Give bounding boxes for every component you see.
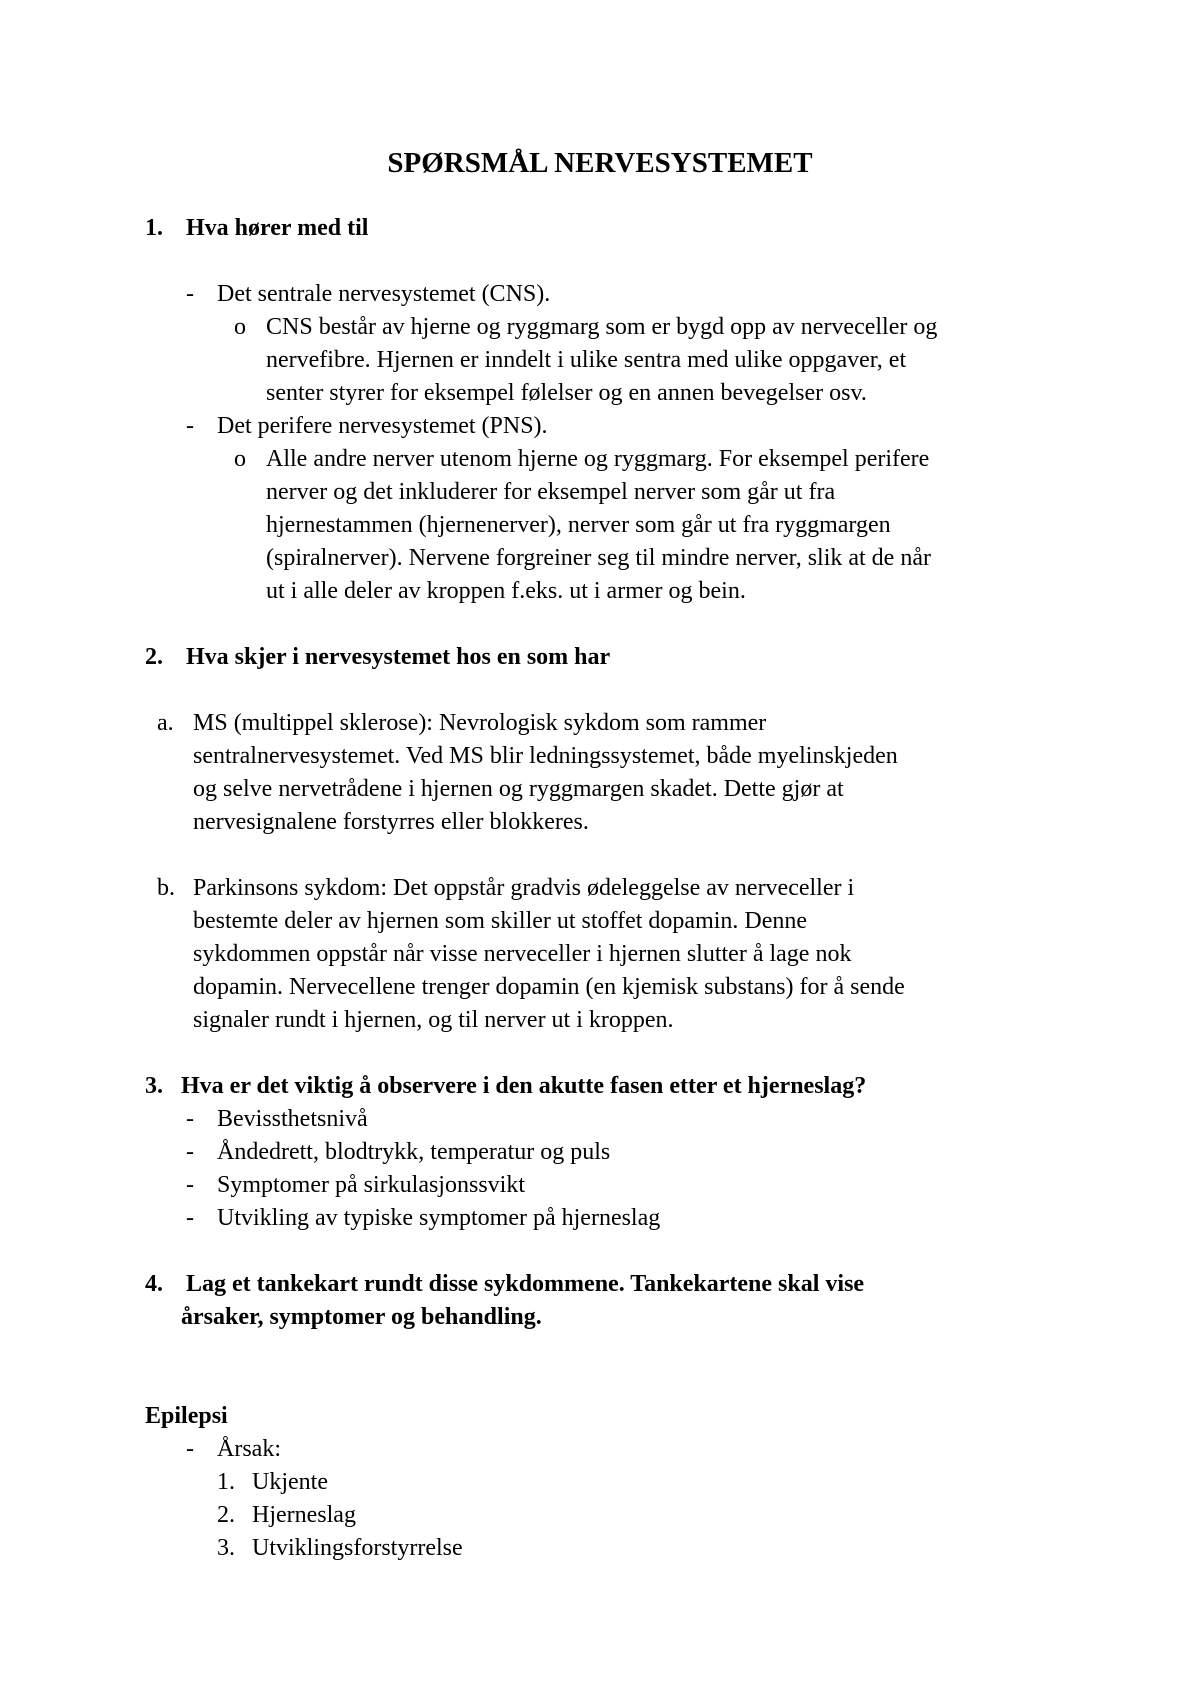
question-3-heading: Hva er det viktig å observere i den akutte fasen etter et hjerneslag? — [181, 1073, 867, 1099]
q2-item-a-line-1: MS (multippel sklerose): Nevrologisk sykdom som rammer — [193, 710, 767, 736]
epilepsi-sub-3-number: 3. — [217, 1535, 235, 1561]
q2-item-b-line-2: bestemte deler av hjernen som skiller ut stoffet dopamin. Denne — [193, 908, 808, 934]
q1-item-2-sub-line-2: nerver og det inkluderer for eksempel nerver som går ut fra — [266, 479, 836, 505]
q2-item-b-line-3: sykdommen oppstår når visse nerveceller i hjernen slutter å lage nok — [193, 941, 852, 967]
epilepsi-sub-2-number: 2. — [217, 1502, 235, 1528]
q2-item-a-line-4: nervesignalene forstyrres eller blokkeres. — [193, 809, 589, 835]
q2-item-b-marker: b. — [157, 875, 175, 901]
q1-item-1-sub-line-2: nervefibre. Hjernen er inndelt i ulike sentra med ulike oppgaver, et — [266, 347, 907, 373]
q3-item-2: Åndedrett, blodtrykk, temperatur og puls — [217, 1139, 611, 1165]
epilepsi-sub-2-text: Hjerneslag — [252, 1502, 356, 1528]
q1-item-1-sub-line-3: senter styrer for eksempel følelser og en annen bevegelser osv. — [266, 380, 867, 406]
q1-item-2-sub-line-4: (spiralnerver). Nervene forgreiner seg til mindre nerver, slik at de når — [266, 545, 931, 571]
q1-item-2-sub-line-3: hjernestammen (hjernenerver), nerver som går ut fra ryggmargen — [266, 512, 891, 538]
q2-item-b-line-4: dopamin. Nervecellene trenger dopamin (en kjemisk substans) for å sende — [193, 974, 905, 1000]
question-4-number: 4. — [145, 1271, 163, 1297]
q2-item-a-line-2: sentralnervesystemet. Ved MS blir ledningssystemet, både myelinskjeden — [193, 743, 898, 769]
q3-item-4: Utvikling av typiske symptomer på hjerneslag — [217, 1205, 661, 1231]
q1-item-2-sub-line-5: ut i alle deler av kroppen f.eks. ut i armer og bein. — [266, 578, 746, 604]
q3-item-1: Bevissthetsnivå — [217, 1106, 368, 1132]
epilepsi-sub-1-text: Ukjente — [252, 1469, 328, 1495]
q3-item-3: Symptomer på sirkulasjonssvikt — [217, 1172, 525, 1198]
q1-item-2-marker: - — [186, 413, 194, 439]
q3-item-4-marker: - — [186, 1205, 194, 1231]
epilepsi-heading: Epilepsi — [145, 1403, 228, 1429]
q1-item-2-text: Det perifere nervesystemet (PNS). — [217, 413, 548, 439]
q1-item-1-sub-marker: o — [234, 314, 246, 340]
question-2-number: 2. — [145, 644, 163, 670]
q3-item-2-marker: - — [186, 1139, 194, 1165]
question-4-heading-line-1: Lag et tankekart rundt disse sykdommene. Tankekartene skal vise — [186, 1271, 865, 1297]
q1-item-1-text: Det sentrale nervesystemet (CNS). — [217, 281, 551, 307]
q1-item-2-sub-line-1: Alle andre nerver utenom hjerne og ryggmarg. For eksempel perifere — [266, 446, 930, 472]
q2-item-a-line-3: og selve nervetrådene i hjernen og ryggmargen skadet. Dette gjør at — [193, 776, 844, 802]
question-4-heading-line-2: årsaker, symptomer og behandling. — [181, 1304, 542, 1330]
question-1-heading: Hva hører med til — [186, 215, 369, 241]
q2-item-b-line-5: signaler rundt i hjernen, og til nerver ut i kroppen. — [193, 1007, 674, 1033]
q3-item-1-marker: - — [186, 1106, 194, 1132]
question-3-number: 3. — [145, 1073, 163, 1099]
epilepsi-sub-3-text: Utviklingsforstyrrelse — [252, 1535, 463, 1561]
question-2-heading: Hva skjer i nervesystemet hos en som har — [186, 644, 611, 670]
q3-item-3-marker: - — [186, 1172, 194, 1198]
epilepsi-item-arsak: Årsak: — [217, 1436, 281, 1462]
q2-item-a-marker: a. — [157, 710, 174, 736]
epilepsi-item-marker: - — [186, 1436, 194, 1462]
page-title: SPØRSMÅL NERVESYSTEMET — [387, 147, 813, 179]
q1-item-1-sub-line-1: CNS består av hjerne og ryggmarg som er bygd opp av nerveceller og — [266, 314, 938, 340]
question-1-number: 1. — [145, 215, 163, 241]
q2-item-b-line-1: Parkinsons sykdom: Det oppstår gradvis ødeleggelse av nerveceller i — [193, 875, 855, 901]
q1-item-1-marker: - — [186, 281, 194, 307]
epilepsi-sub-1-number: 1. — [217, 1469, 235, 1495]
q1-item-2-sub-marker: o — [234, 446, 246, 472]
